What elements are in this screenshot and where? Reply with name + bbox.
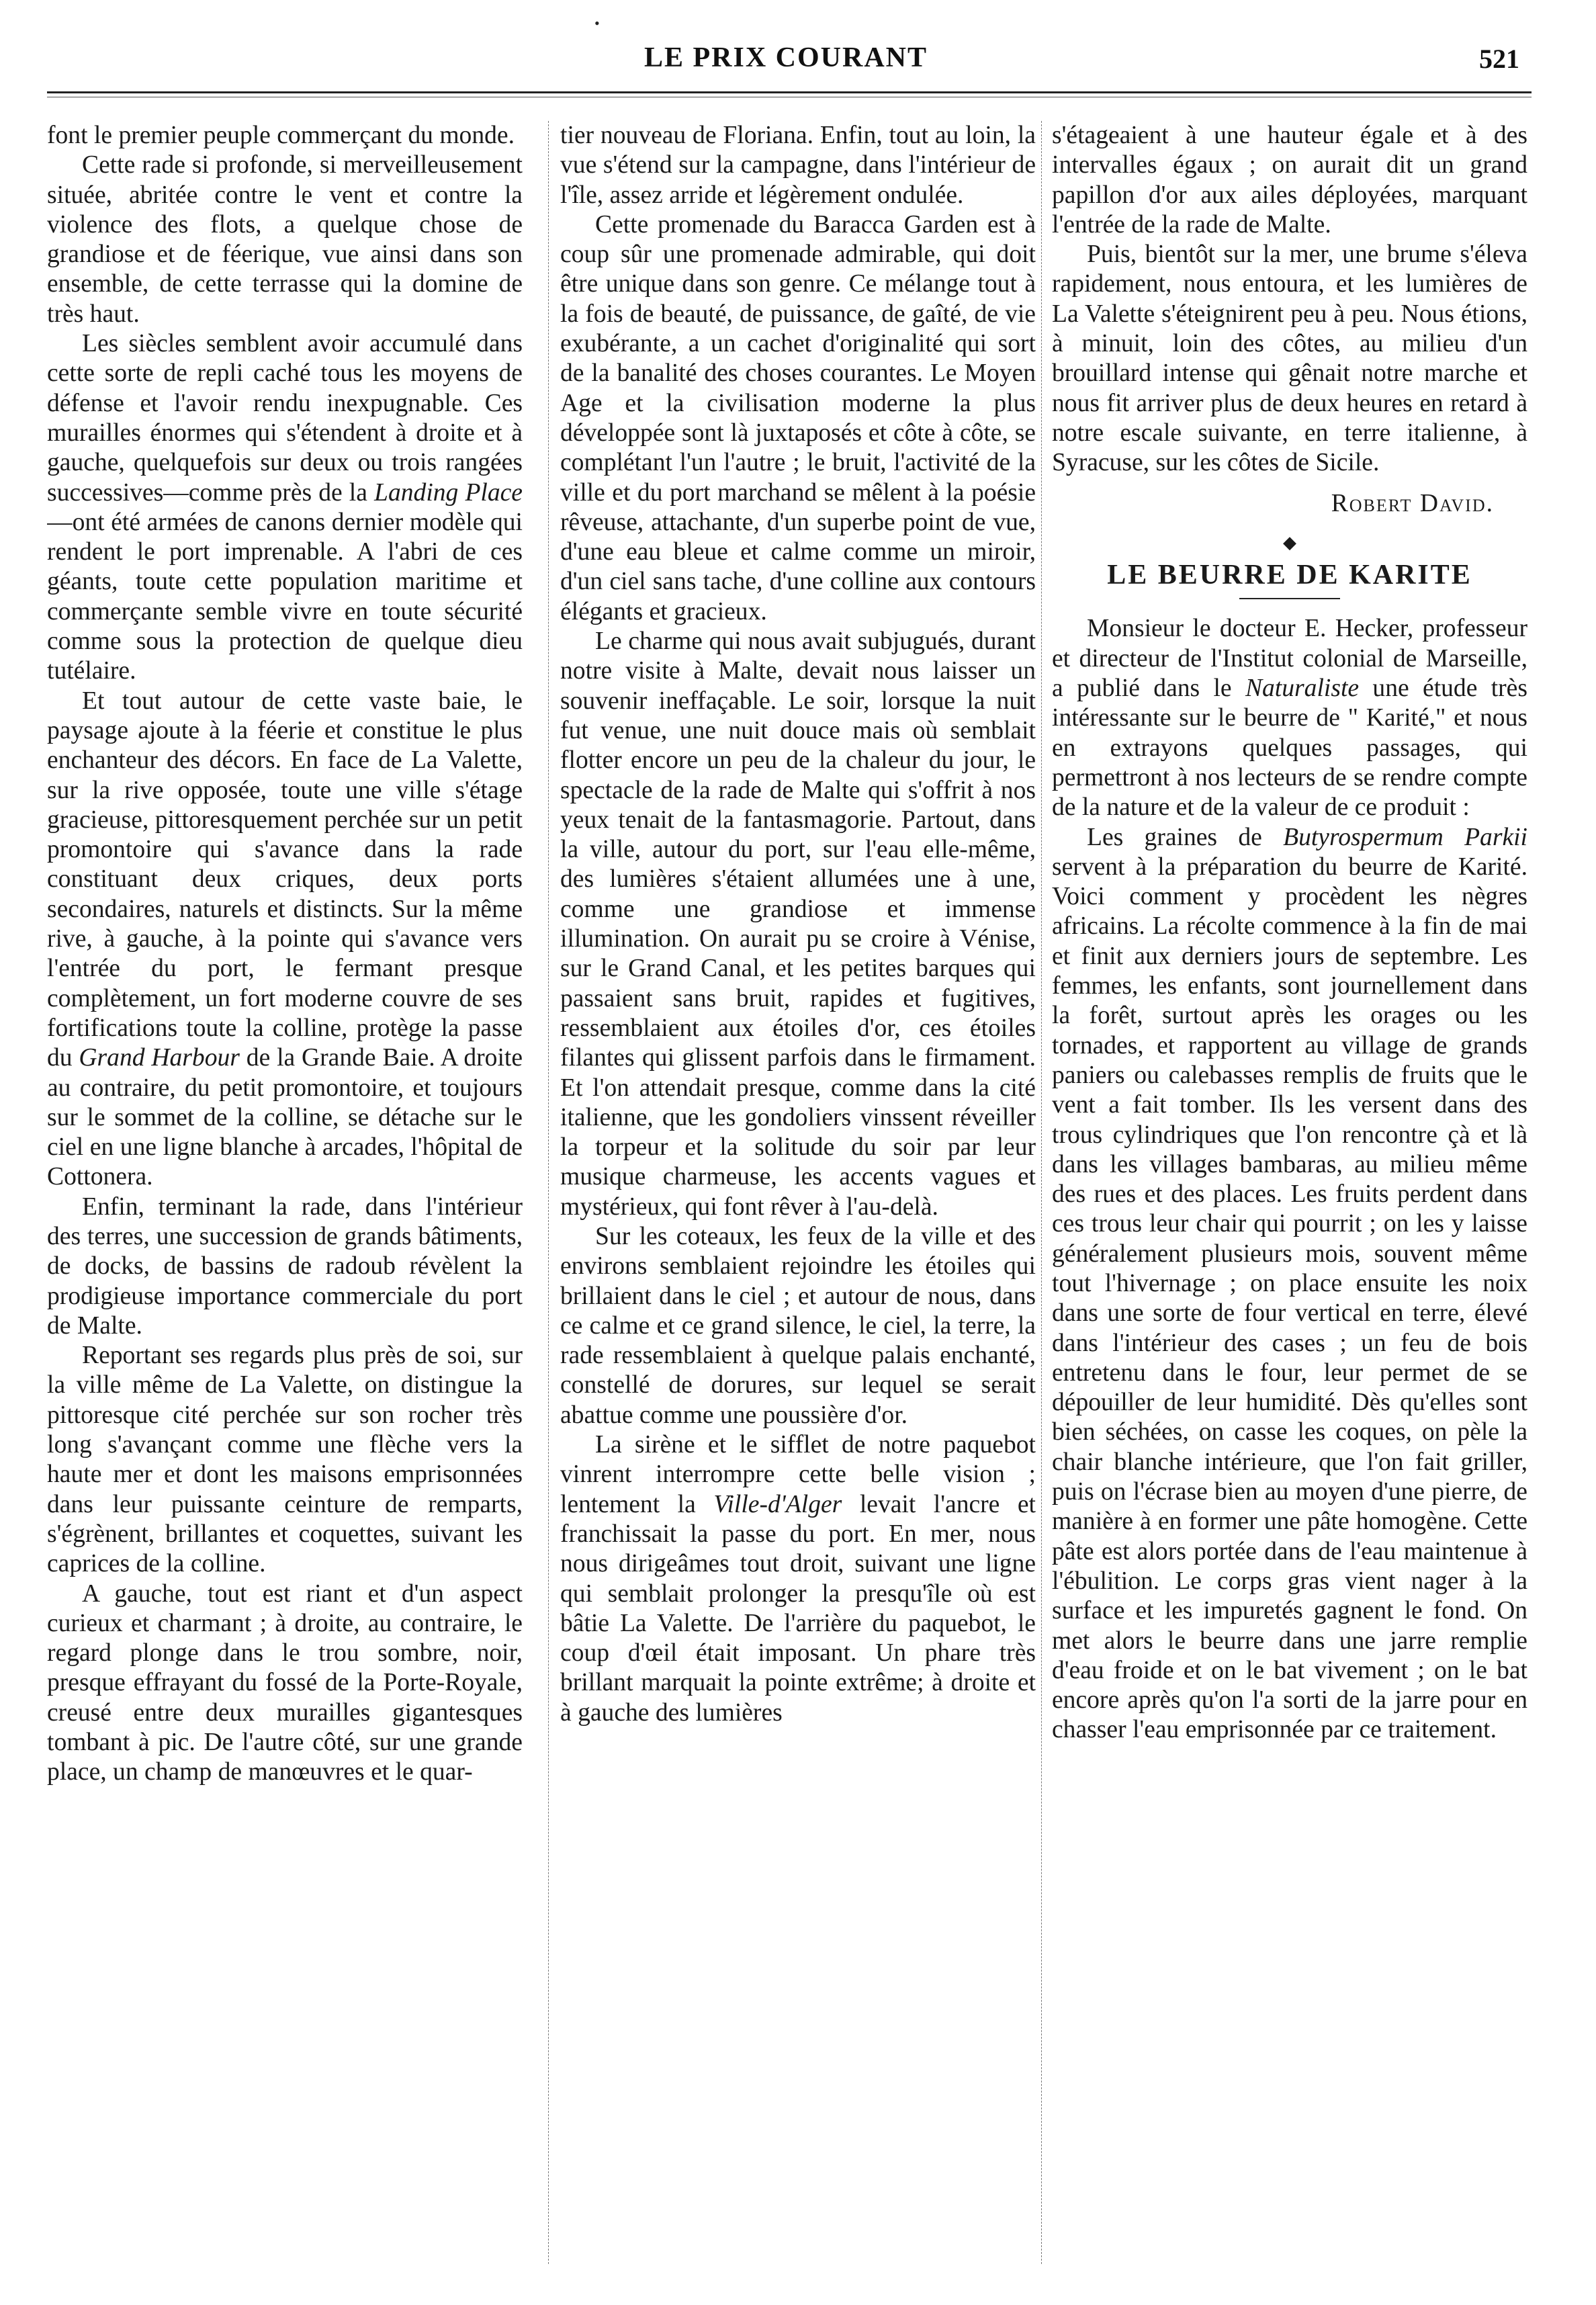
paragraph: Puis, bientôt sur la mer, une brume s'éleva rapidement, nous entoura, et les lumières de La Valette s'éteignirent peu à peu. Nous étions, à minuit, loin des côtes, au milieu d'un brouillard intense qui gênait notre marche et nous fit arriver plus de deux heures en retard à notre escale suivante, en terre italienne, à Syracuse, sur les côtes de Sicile.: [1052, 241, 1527, 477]
italic-term: Landing Place: [374, 478, 523, 507]
italic-term: Butyrospermum Parkii: [1283, 823, 1527, 851]
paragraph: Enfin, terminant la rade, dans l'intérieur des terres, une succession de grands bâtiments, de docks, de bassins de radoub révèlent la prodigieuse importance commerciale du port de Malte.: [47, 1192, 523, 1340]
column-3: [1052, 121, 1527, 2277]
paragraph: [1052, 823, 1527, 1745]
paragraph: Sur les coteaux, les feux de la ville et des environs semblaient rejoindre les étoiles qui brillaient dans le ciel ; et autour de nous, dans ce calme et ce grand silence, le ciel, la terre, la rade ressemblaient à quelque palais enchanté, constellé de dorures, sur lequel se serait abattue comme une poussière d'or.: [560, 1222, 1036, 1429]
header-rule: [47, 91, 1532, 93]
italic-term: Naturaliste: [1245, 675, 1360, 703]
paragraph: s'étageaient à une hauteur égale et à des intervalles égaux ; on aurait dit un grand papillon d'or aux ailes déployées, marquant l'entrée de la rade de Malte.: [1052, 122, 1527, 238]
page-number: 521: [1479, 44, 1519, 74]
paragraph: [47, 687, 523, 1192]
title-rule: [1239, 598, 1340, 599]
ornament-icon: ◆: [1283, 532, 1296, 552]
paragraph: Reportant ses regards plus près de soi, sur la ville même de La Valette, on distingue la pittoresque cité perchée sur son rocher très long s'avançant comme une flèche vers la haute mer et dont les maisons emprisonnées dans leur puissante ceinture de remparts, s'égrènent, brillantes et coquettes, suivant les caprices de la colline.: [47, 1342, 523, 1578]
text-run: Et tout autour de cette vaste baie, le paysage ajoute à la féerie et constitue le plus enchanteur des décors. En face de La Valette, sur la rive opposée, toute une ville s'étage gracieuse, pittoresquement perchée sur un petit promontoire qui s'avance dans la rade constituant deux criques, deux ports secondaires, naturels et distincts. Sur la même rive, à gauche, à la pointe qui s'avance vers l'entrée du port, le fermant presque complètement, un fort moderne couvre de ses fortifications toute la colline, protège la passe du: [47, 687, 523, 1072]
paragraph: font le premier peuple commerçant du monde.: [47, 122, 515, 149]
article-title: LE BEURRE DE KARITE: [1107, 560, 1472, 591]
text-run: une étude très intéressante sur le beurre de " Karité," et nous en extrayons quelques passages, qui permettront à nos lecteurs de se rendre compte de la nature et de la valeur de ce produit :: [1052, 675, 1527, 822]
publication-title: LE PRIX COURANT: [644, 42, 928, 73]
column-divider-1: [548, 121, 549, 2264]
text-run: —ont été armées de canons dernier modèle qui rendent le port imprenable. A l'abri de ces géants, toute cette population maritime et commerçante semble vivre en toute sécurité comme sous la protection de quelque dieu tutélaire.: [47, 508, 523, 685]
paragraph: Cette promenade du Baracca Garden est à coup sûr une promenade admirable, qui doit être unique dans son genre. Ce mélange tout à la fois de beauté, de puissance, de gaîté, de vie exubérante, a un cachet d'originalité qui sort de la banalité des choses courantes. Le Moyen Age et la civilisation moderne la plus développée sont là juxtaposés et côte à côte, se complétant l'un l'autre ; le bruit, l'activité de la ville et du port marchand se mêlent à la poésie rêveuse, attachante, d'un superbe point de vue, d'une eau bleue et calme comme un miroir, d'un ciel sans tache, d'une colline aux contours élégants et gracieux.: [560, 210, 1036, 625]
paragraph: Cette rade si profonde, si merveilleusement située, abritée contre le vent et contre la violence des flots, a quelque chose de grandiose et de féerique, vue ainsi dans son ensemble, de cette terrasse qui la domine de très haut.: [47, 151, 523, 328]
italic-term: Grand Harbour: [79, 1044, 240, 1072]
paragraph: A gauche, tout est riant et d'un aspect curieux et charmant ; à droite, au contraire, le regard plonge dans le trou sombre, noir, presque effrayant du fossé de la Porte-Royale, creusé entre deux murailles gigantesques tombant à pic. De l'autre côté, sur une grande place, un champ de manœuvres et le quar-: [47, 1579, 523, 1786]
page-marker: •: [594, 15, 600, 32]
text-run: Les siècles semblent avoir accumulé dans cette sorte de repli caché tous les moyens de défense et l'avoir rendu inexpugnable. Ces murailles énormes qui s'étendent à droite et à gauche, quelquefois sur deux ou trois rangées successives—comme près de la: [47, 330, 523, 507]
text-run: servent à la préparation du beurre de Karité. Voici comment y procèdent les nègres africains. La récolte commence à la fin de mai et finit aux derniers jours de septembre. Les femmes, les enfants, sont journellement dans la forêt, surtout après les orages ou les tornades, et rapportent au village de grands paniers ou calebasses remplis de fruits que le vent a fait tomber. Ils les versent dans des trous cylindriques que l'on rencontre çà et là dans les villages bambaras, au milieu même des rues et des places. Les fruits perdent dans ces trous leur chair qui pourrit ; on les y laisse généralement plusieurs mois, souvent même tout l'hivernage ; on place ensuite les noix dans une sorte de four vertical en terre, élevé dans l'intérieur des cases ; un feu de bois entretenu dans le four, leur permet de se dépouiller de leur humidité. Dès qu'elles sont bien séchées, on casse les coques, on pèle la chair blanche intérieure, que l'on fait griller, puis on l'écrase bien au moyen d'une pierre, de manière à en former une pâte homogène. Cette pâte est alors portée dans de l'eau maintenue à l'ébulition. Le corps gras vient nager à la surface et les impuretés gagnent le fond. On met alors le beurre dans une jarre remplie d'eau froide et on le bat vivement ; on le bat encore après qu'on l'a sorti de la jarre pour en chasser l'eau emprisonnée par ce traitement.: [1052, 853, 1527, 1744]
text-run: La sirène et le sifflet de notre paquebot vinrent interrompre cette belle vision ; lentement la: [560, 1431, 1036, 1518]
paragraph: [1052, 614, 1527, 822]
paragraph: Le charme qui nous avait subjugués, durant notre visite à Malte, devait nous laisser un souvenir ineffaçable. Le soir, lorsque la nuit fut venue, une nuit douce mais où semblait flotter encore un peu de la chaleur du jour, le spectacle de la rade de Malte qui s'offrit à nos yeux tenait de la fantasmagorie. Partout, dans la ville, autour du port, sur l'eau elle-même, des lumières s'étaient allumées une à une, comme une grandiose et immense illumination. On aurait pu se croire à Vénise, sur le Grand Canal, et les petites barques qui passaient sans bruit, rapides et fugitives, ressemblaient aux étoiles d'or, ces étoiles filantes qui glissent parfois dans le firmament. Et l'on attendait presque, comme dans la cité italienne, que les gondoliers vinssent réveiller la torpeur et la solitude du soir par leur musique charmeuse, les accents vagues et mystérieux, qui font rêver à l'au-delà.: [560, 627, 1036, 1221]
text-run: de la Grande Baie. A droite au contraire, du petit promontoire, et toujours sur le sommet de la colline, se détache sur le ciel en une ligne blanche à arcades, l'hôpital de Cottonera.: [47, 1044, 523, 1191]
author-signature: Robert David.: [1331, 489, 1494, 517]
text-run: levait l'ancre et franchissait la passe du port. En mer, nous nous dirigeâmes tout droit, suivant une ligne qui semblait prolonger la presqu'île où est bâtie La Valette. De l'arrière du paquebot, le coup d'œil était imposant. Un phare très brillant marquait la pointe extrême; à droite et à gauche des lumières: [560, 1490, 1036, 1727]
paragraph: [560, 1430, 1036, 1728]
column-2: [560, 121, 1036, 2277]
column-divider-2: [1041, 121, 1042, 2264]
text-run: Monsieur le docteur E. Hecker, professeur et directeur de l'Institut colonial de Marseille, a publié dans le: [1052, 615, 1527, 703]
paragraph: [47, 329, 523, 687]
page-header: [40, 42, 1532, 87]
italic-term: Ville-d'Alger: [713, 1490, 842, 1518]
paragraph: tier nouveau de Floriana. Enfin, tout au loin, la vue s'étend sur la campagne, dans l'intérieur de l'île, assez arride et légèrement ondulée.: [560, 122, 1036, 209]
column-1: [47, 121, 523, 2277]
text-run: Les graines de: [1087, 823, 1262, 851]
